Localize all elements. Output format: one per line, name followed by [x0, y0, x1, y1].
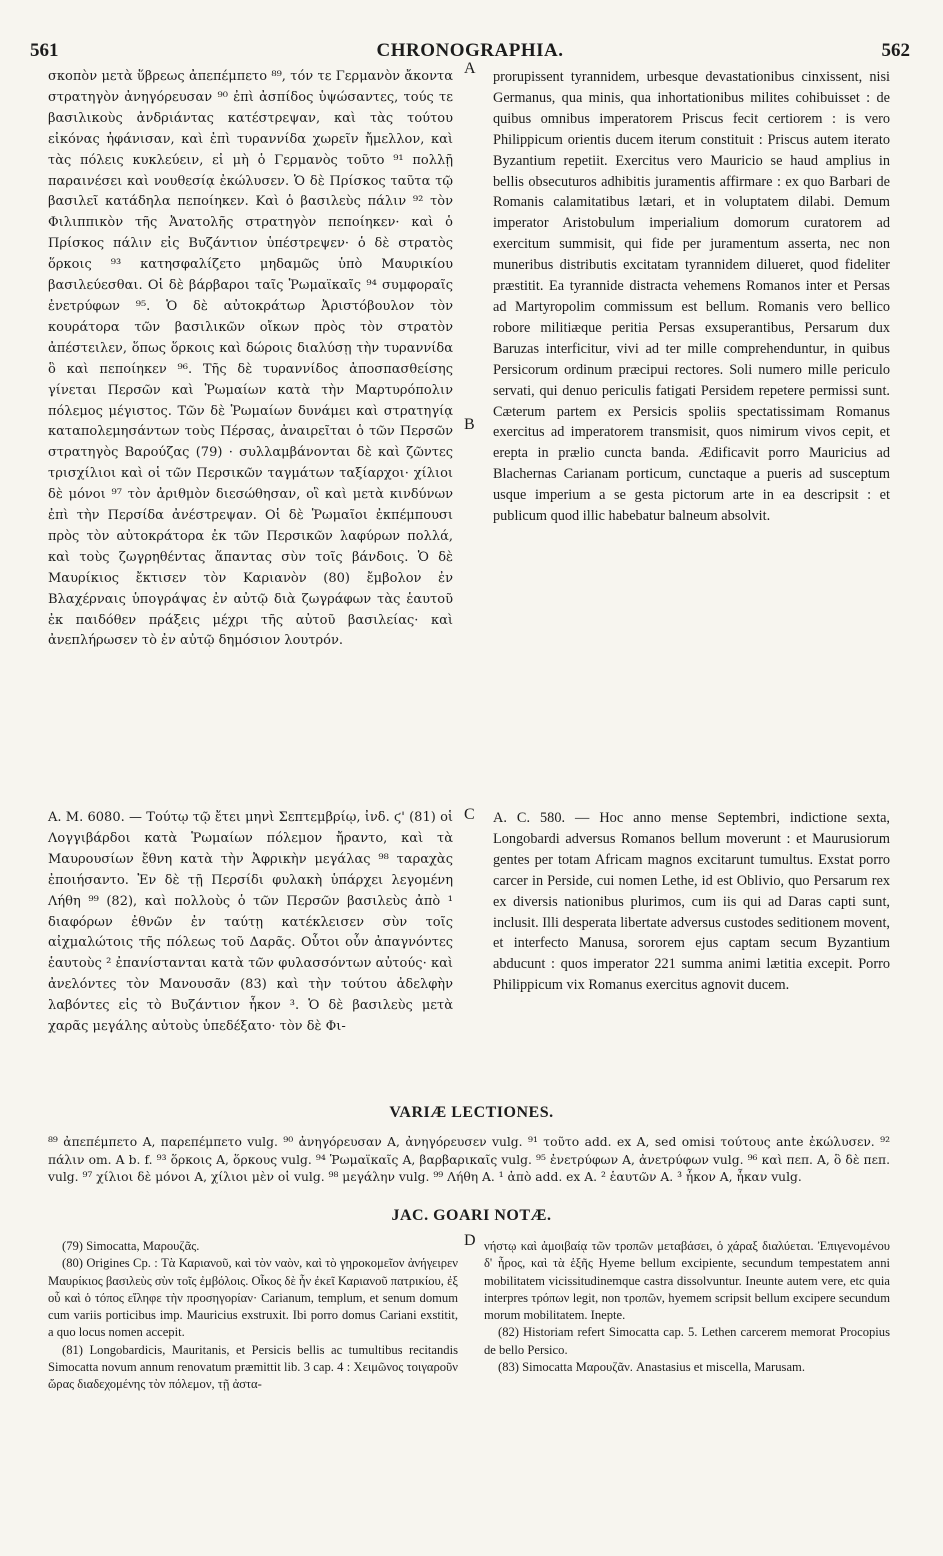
- notae-heading: JAC. GOARI NOTÆ.: [391, 1207, 552, 1224]
- margin-marker-b: B: [464, 416, 475, 433]
- margin-marker-c: C: [464, 806, 475, 823]
- note-83: (83) Simocatta Μαρουζᾶν. Anastasius et miscella, Marusam.: [498, 1360, 805, 1375]
- latin-column-top: prorupissent tyrannidem, urbesque devastationibus cinxissent, nisi Germanus, qua minis, qua inhortationibus milites cohibuisset : de quibus omnibus imperatorem Priscus fecit certiorem : is vero Philippicum orientis ducem iterum constituit : Priscus autem iterato Byzantium repetiit. Exercitus vero Mauricio se haud amplius in bellis obsecuturos adhibitis juramentis affirmare : ex quo Barbari de Romanis calamitatibus lætari, et in voluptatem dilabi. Demum imperator Aristobulum imperialium domorum curatorem ad exercitum summisit, qui fide per juramentum asserta, nec non muneribus distributis excitatam tyrannidem dilueret, quod fideliter præstitit. Ea tyrannide distracta vehemens Romanos inter et Persas ad Martyropolim commissum est bellum. Romanis vero bellico robore militiæque peritia Persas exsuperantibus, Persarum dux Baruzas interficitur, vivi ad ter mille comprehenduntur, in quibus Persicorum ordinum præcipui rectores. Soli numero mille periculo servati, qui denuo periculis fatigati Persidem repetere permissi sunt. Cæterum partem ex Persicis spoliis spectatissimam Romanus exercitus ad imperatorem transmisit, quos nimirum vivos cepit, et erepta in prælio cuncta banda. Ædificavit porro Mauricius ad Blachernas Carianam porticum, cunctaque a pueris ad susceptum usque imperium a se gesta pictorum arte in ea descripsit : et publicum quod illic habebatur balneum absolvit.: [493, 69, 890, 525]
- greek-column-bottom: A. M. 6080. — Τούτῳ τῷ ἔτει μηνὶ Σεπτεμβρίῳ, ἰνδ. ϛ' (81) οἱ Λογγιβάρδοι κατὰ Ῥωμαίων πόλεμον ἤραντο, καὶ τὰ Μαυρουσίων ἔθνη κατὰ τὴν Ἀφρικὴν μεγάλας ⁹⁸ ταραχὰς ἐποιήσαντο. Ἐν δὲ τῇ Περσίδι φυλακὴ ὑπάρχει λεγομένη Λήθη ⁹⁹ (82), καὶ πολλοὺς ὁ τῶν Περσῶν βασιλεὺς ἀπὸ ¹ διαφόρων ἐθνῶν ἐν ταύτῃ κατέκλεισεν σὺν τοῖς αἰχμαλώτοις τῆς πόλεως τοῦ Δαρᾶς. Οὗτοι οὖν ἀπαγνόντες ἑαυτοὺς ² ἐπανίστανται κατὰ τῶν φυλασσόντων αὐτούς· καὶ ἀνελόντες τὸν Μανουσᾶν (83) καὶ τὴν τούτου ἀδελφὴν λαβόντες εἰς τὸ Βυζάντιον ἧκον ³. Ὁ δὲ βασιλεὺς μετὰ χαρᾶς μεγάλης αὐτοὺς ὑπεδέξατο· τὸν δὲ Φι-: [48, 810, 453, 1035]
- greek-column-top: σκοπὸν μετὰ ὕβρεως ἀπεπέμπετο ⁸⁹, τόν τε Γερμανὸν ἄκοντα στρατηγὸν ἀνηγόρευσαν ⁹⁰ ἐπὶ ἀσπίδος ὑψώσαντες, τούς τε βασιλικοὺς ἀνδριάντας κατέστρεψαν, καὶ τὰς τούτου εἰκόνας ἠφάνισαν, καὶ ἐπὶ τυραννίδα χωρεῖν ἤμελλον, καὶ τὰς πόλεις κυκλεύειν, εἰ μὴ ὁ Γερμανὸς τοῦτο ⁹¹ πολλῇ παραινέσει καὶ νουθεσίᾳ ἐκώλυσεν. Ὁ δὲ Πρίσκος ταῦτα τῷ βασιλεῖ κατάδηλα πεποίηκεν. Καὶ ὁ βασιλεὺς πάλιν ⁹² τὸν Φιλιππικὸν τῆς Ἀνατολῆς στρατηγὸν πεποίηκεν· καὶ ὁ Πρίσκος πάλιν εἰς Βυζάντιον ὑπέστρεψεν· ὁ δὲ στρατὸς ὅρκοις ⁹³ κατησφαλίζετο μηδαμῶς ὑπὸ Μαυρικίου βασιλεύεσθαι. Οἱ δὲ βάρβαροι ταῖς Ῥωμαϊκαῖς ⁹⁴ συμφοραῖς ἐνετρύφων ⁹⁵. Ὁ δὲ αὐτοκράτωρ Ἀριστόβουλον τὸν κουράτορα τῶν βασιλικῶν οἴκων πρὸς τὸν στρατὸν ἀπέστειλεν, ὅπως ὅρκοις καὶ δώροις διαλύσῃ τὴν τυραννίδα ὃ καὶ πεποίηκεν ⁹⁶. Τῆς δὲ τυραννίδος ἀποσπασθείσης γίνεται Περσῶν καὶ Ῥωμαίων κατὰ τὴν Μαρτυρόπολιν πόλεμος μέγιστος. Τῶν δὲ Ῥωμαίων δυνάμει καὶ στρατηγίᾳ καταπολεμησάντων τοὺς Πέρσας, ἀναιρεῖται ὁ τῶν Περσῶν στρατηγὸς Βαρούζας (79) · συλλαμβάνονται δὲ καὶ ζῶντες τρισχίλιοι καὶ οἱ τῶν Περσικῶν ταγμάτων ταξίαρχοι· χίλιοι δὲ μόνοι ⁹⁷ τὸν ἀριθμὸν διεσώθησαν, οἳ καὶ μετὰ κινδύνων ἐπὶ τὴν Περσίδα ἀνέστρεψαν. Οἱ δὲ Ῥωμαῖοι ἐκπέμπουσι πρὸς τὸν αὐτοκράτορα ἐκ τῶν Περσικῶν λαφύρων πολλά, καὶ τοὺς ζωγρηθέντας ἅπαντας σὺν τοῖς βάνδοις. Ὁ δὲ Μαυρίκιος ἔκτισεν τὸν Καριανὸν (80) ἔμβολον ἐν Βλαχέρναις ὑπογράψας ἐν αὐτῷ διὰ ζωγράφων τὰς ἑαυτοῦ ἐκ παιδόθεν πράξεις μέχρι τῆς αὐτοῦ βασιλείας· καὶ ἀνεπλήρωσεν τὸ ἐν αὐτῷ δημόσιον λουτρόν.: [48, 69, 453, 649]
- page-number-left: 561: [30, 40, 59, 61]
- margin-marker-a: A: [464, 60, 476, 77]
- note-82: (82) Historiam refert Simocatta cap. 5. Lethen carcerem memorat Procopius de bello Persico.: [484, 1325, 890, 1357]
- note-81-continued: νήστῳ καὶ ἀμοιβαίᾳ τῶν τροπῶν μεταβάσει, ὁ χάραξ διαλύεται. Ἐπιγενομένου δ' ἦρος, καὶ τὰ ἑξῆς Hyeme bellum excipiente, secundum tempestatem anni mobilitatem vicissitudinemque castra dissolvuntur. Ineunte autem vere, etc quia interpres τρόπων legit, non τροπῶν, hyemem scripsit bellum excipere secundum morum mobilitatem. Inepte.: [484, 1239, 890, 1323]
- margin-marker-d: D: [464, 1232, 476, 1249]
- note-80: (80) Origines Cp. : Τὰ Καριανοῦ, καὶ τὸν ναὸν, καὶ τὸ γηροκομεῖον ἀνήγειρεν Μαυρίκιος βασιλεὺς σὺν τοῖς ἐμβόλοις. Οἶκος δὲ ἦν ἐκεῖ Καριανοῦ πατρικίου, ἐξ οὗ καὶ ὁ τόπος εἴληφε τὴν προσηγορίαν· Carianum, templum, et senum domum cum variis porticibus imp. Mauricius exstruxit. Ibi porro domus Cariani exstitit, a quo locus nomen accepit.: [48, 1256, 458, 1340]
- note-81: (81) Longobardicis, Mauritanis, et Persicis bellis ac tumultibus recitandis Simocatta novum annum renovatum præmittit lib. 3 cap. 4 : Χειμῶνος τοιγαροῦν ὥρας διαδεχομένης τὸν πόλεμον, τῇ ἀστα-: [48, 1342, 458, 1392]
- variae-lectiones-text: ⁸⁹ ἀπεπέμπετο A, παρεπέμπετο vulg. ⁹⁰ ἀνηγόρευσαν A, ἀνηγόρευσεν vulg. ⁹¹ τοῦτο add. ex A, sed omisi τούτους ante ἐκώλυσεν. ⁹² πάλιν om. A b. f. ⁹³ ὅρκοις A, ὅρκους vulg. ⁹⁴ Ῥωμαϊκαῖς A, βαρβαρικαῖς vulg. ⁹⁵ ἐνετρύφων A, ἀνετρύφων vulg. ⁹⁶ καὶ πεπ. A, ὃ δὲ πεπ. vulg. ⁹⁷ χίλιοι δὲ μόνοι A, χίλιοι μὲν οἱ vulg. ⁹⁸ μεγάλην vulg. ⁹⁹ Λήθη A. ¹ ἀπὸ add. ex A. ² ἑαυτῶν A. ³ ἧκον A, ἧκαν vulg.: [48, 1135, 890, 1185]
- notes-right-column: [484, 1238, 890, 1376]
- latin-column-bottom: A. C. 580. — Hoc anno mense Septembri, indictione sexta, Longobardi adversus Romanos bellum moverunt : et Maurusiorum gentes per totam Africam magnos excitarunt tumultus. Exstat porro carcer in Perside, cui nomen Lethe, id est Oblivio, quo Persarum rex ex diversis nationibus plurimos, cum iis qui ad Daras capti sunt, inclusit. Illi desperata libertate adversus custodes seditionem movent, et interfecto Manusa, sororem ejus captam secum Byzantium abducunt : quos imperator 221 summa animi lætitia excepit. Porro Philippicum vix Romanus exercitus agnovit ducem.: [493, 810, 890, 994]
- running-title: CHRONOGRAPHIA.: [376, 40, 564, 61]
- page-number-right: 562: [881, 40, 910, 61]
- variae-lectiones-heading: VARIÆ LECTIONES.: [389, 1104, 554, 1121]
- notes-left-column: [48, 1238, 458, 1394]
- note-79: (79) Simocatta, Μαρουζᾶς.: [62, 1239, 200, 1253]
